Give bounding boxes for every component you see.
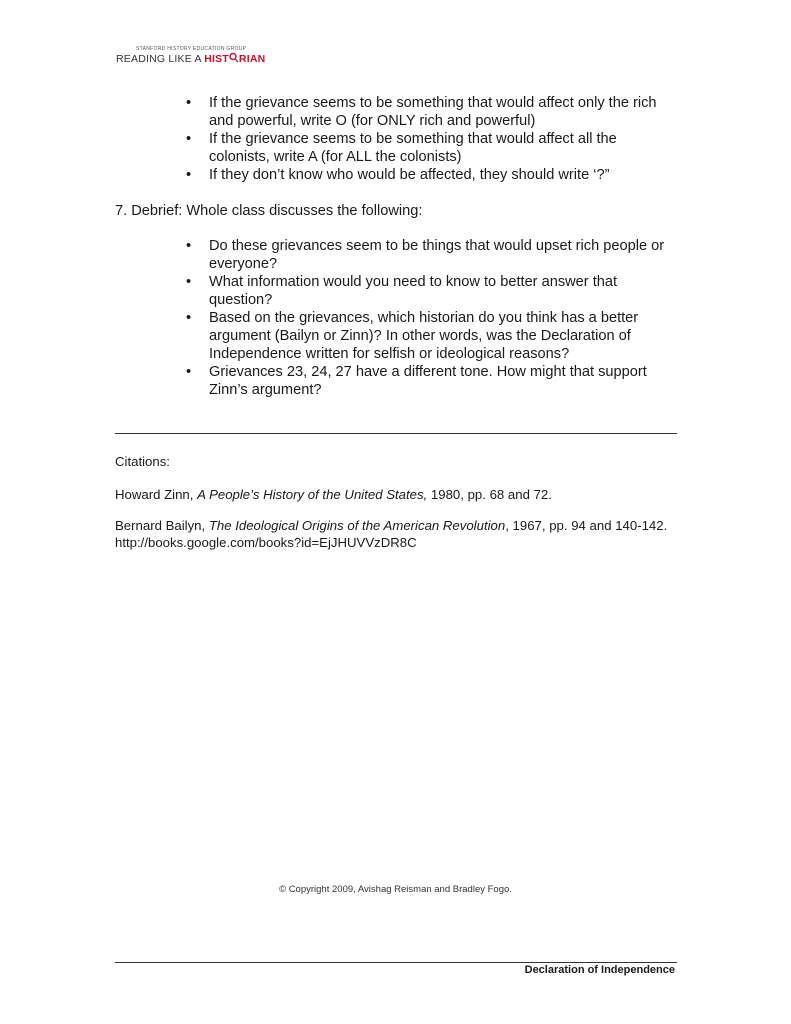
divider xyxy=(115,433,677,434)
citations-heading: Citations: xyxy=(115,454,170,469)
citation-bailyn: Bernard Bailyn, The Ideological Origins of the American Revolution, 1967, pp. 94 and 140-142. http://books.google.com/books?id=EjJHUVVzDR8C xyxy=(115,518,668,550)
copyright-notice: © Copyright 2009, Avishag Reisman and Bradley Fogo. xyxy=(279,884,512,895)
debrief-questions-list xyxy=(186,237,666,399)
list-item: • If the grievance seems to be something that would affect only the rich and powerful, write O (for ONLY rich and powerful) xyxy=(186,94,666,130)
footer-title: Declaration of Independence xyxy=(524,964,675,976)
footer-divider xyxy=(115,962,677,963)
logo xyxy=(116,46,265,65)
list-item: • If they don’t know who would be affected, they should write ‘?” xyxy=(186,166,666,184)
logo-title: READING LIKE A HIST RIAN xyxy=(116,53,266,65)
sorting-instructions-list xyxy=(186,94,666,184)
magnifier-icon xyxy=(229,52,239,63)
list-item: • Based on the grievances, which historian do you think has a better argument (Bailyn or Zinn)? In other words, was the Declaration of Independence written for selfish or ideological reasons? xyxy=(186,309,666,363)
list-item: • If the grievance seems to be something that would affect all the colonists, write A (for ALL the colonists) xyxy=(186,130,666,166)
logo-group-name: STANFORD HISTORY EDUCATION GROUP xyxy=(136,46,247,52)
list-item: • Do these grievances seem to be things that would upset rich people or everyone? xyxy=(186,237,666,273)
step-7-heading: 7. Debrief: Whole class discusses the following: xyxy=(115,203,423,219)
list-item: • What information would you need to know to better answer that question? xyxy=(186,273,666,309)
citation-zinn: Howard Zinn, A People’s History of the United States, 1980, pp. 68 and 72. xyxy=(115,487,552,502)
list-item: • Grievances 23, 24, 27 have a different tone. How might that support Zinn’s argument? xyxy=(186,363,666,399)
